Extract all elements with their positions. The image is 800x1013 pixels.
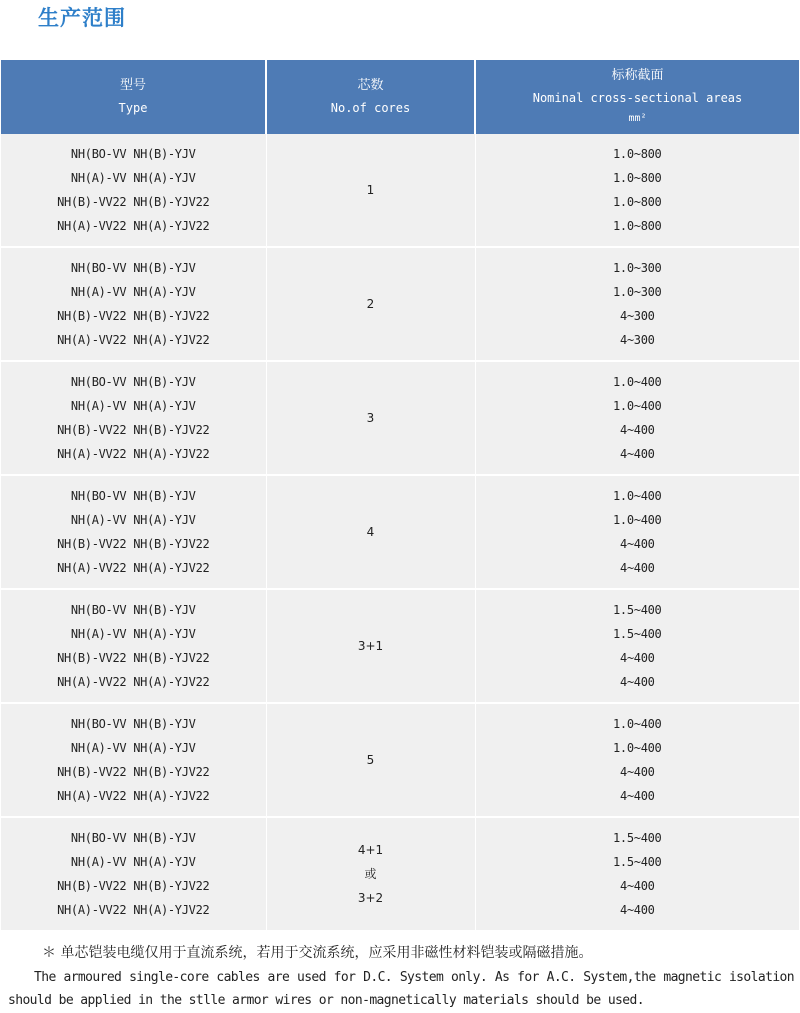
header-cores-cn: 芯数 (357, 78, 384, 93)
type-cell-line: NH(A)-VV NH(A)-YJV (70, 513, 196, 527)
type-cell-line: NH(A)-VV NH(A)-YJV (70, 627, 196, 641)
type-cell-line: NH(B)-VV22 NH(B)-YJV22 (57, 537, 210, 551)
type-cell-line: NH(A)-VV22 NH(A)-YJV22 (57, 903, 210, 917)
type-cell-line: NH(A)-VV22 NH(A)-YJV22 (57, 675, 210, 689)
type-cell-line: NH(A)-VV NH(A)-YJV (70, 399, 196, 413)
area-cell-line: 1.0~800 (613, 195, 662, 209)
cores-cell-line: 3+1 (357, 639, 384, 653)
header-type (1, 60, 266, 134)
area-cell (475, 589, 799, 703)
type-cell-line: NH(BO-VV NH(B)-YJV (70, 489, 196, 503)
area-cell-line: 1.0~800 (613, 147, 662, 161)
header-cores-en: No.of cores (330, 101, 411, 115)
cores-cell (266, 817, 475, 931)
area-cell-line: 1.0~300 (613, 285, 662, 299)
area-cell-line: 4~400 (619, 879, 655, 893)
type-cell-line: NH(B)-VV22 NH(B)-YJV22 (57, 195, 210, 209)
header-area-en: Nominal cross-sectional areas (532, 91, 743, 105)
type-cell-line: NH(BO-VV NH(B)-YJV (70, 717, 196, 731)
type-cell (1, 475, 266, 589)
area-cell (475, 475, 799, 589)
type-cell-line: NH(B)-VV22 NH(B)-YJV22 (57, 309, 210, 323)
type-cell-line: NH(A)-VV22 NH(A)-YJV22 (57, 561, 210, 575)
note-chinese: ＊ 单芯铠装电缆仅用于直流系统，若用于交流系统，应采用非磁性材料铠装或隔磁措施。 (42, 945, 593, 961)
area-cell-line: 1.0~400 (613, 489, 662, 503)
cores-cell-line: 4+1 (357, 843, 384, 857)
type-cell-line: NH(B)-VV22 NH(B)-YJV22 (57, 765, 210, 779)
header-type-cn: 型号 (119, 78, 146, 93)
area-cell-line: 1.0~400 (613, 399, 662, 413)
type-cell-line: NH(BO-VV NH(B)-YJV (70, 147, 196, 161)
area-cell-line: 4~400 (619, 537, 655, 551)
table-row (1, 589, 799, 703)
area-cell-line: 4~400 (619, 765, 655, 779)
note-english: The armoured single-core cables are used for D.C. System only. As for A.C. System,the magnetic isolation should be applied in the stlle armor wires or non-magnetically materials should be used. (8, 970, 794, 1008)
area-cell-line: 1.0~800 (613, 171, 662, 185)
type-cell-line: NH(A)-VV NH(A)-YJV (70, 285, 196, 299)
cores-cell-line: 或 (364, 867, 377, 881)
area-cell-line: 4~400 (619, 789, 655, 803)
type-cell-line: NH(B)-VV22 NH(B)-YJV22 (57, 423, 210, 437)
area-cell-line: 4~400 (619, 903, 655, 917)
area-cell-line: 1.0~300 (613, 261, 662, 275)
area-cell-line: 1.5~400 (613, 831, 662, 845)
type-cell-line: NH(A)-VV NH(A)-YJV (70, 171, 196, 185)
area-cell-line: 1.0~400 (613, 513, 662, 527)
table-row (1, 475, 799, 589)
cores-cell-line: 3 (366, 411, 375, 425)
area-cell-line: 4~400 (619, 423, 655, 437)
header-cores (266, 60, 475, 134)
type-cell (1, 247, 266, 361)
type-cell (1, 134, 266, 247)
table-header-row (1, 60, 799, 134)
table-row (1, 134, 799, 247)
cores-cell-line: 5 (366, 753, 375, 767)
page-title: 生产范围 (38, 6, 126, 30)
area-cell-line: 1.0~400 (613, 375, 662, 389)
area-cell-line: 4~400 (619, 675, 655, 689)
area-cell-line: 1.0~400 (613, 717, 662, 731)
type-cell-line: NH(A)-VV22 NH(A)-YJV22 (57, 219, 210, 233)
area-cell-line: 1.5~400 (613, 855, 662, 869)
area-cell-line: 1.5~400 (613, 603, 662, 617)
type-cell-line: NH(A)-VV22 NH(A)-YJV22 (57, 333, 210, 347)
area-cell (475, 134, 799, 247)
area-cell (475, 361, 799, 475)
area-cell (475, 247, 799, 361)
header-area-unit: mm² (628, 113, 647, 124)
table-row (1, 361, 799, 475)
type-cell-line: NH(BO-VV NH(B)-YJV (70, 261, 196, 275)
type-cell-line: NH(BO-VV NH(B)-YJV (70, 831, 196, 845)
header-area (475, 60, 799, 134)
type-cell-line: NH(A)-VV22 NH(A)-YJV22 (57, 789, 210, 803)
type-cell (1, 361, 266, 475)
type-cell (1, 589, 266, 703)
cores-cell-line: 1 (366, 183, 375, 197)
header-area-cn: 标称截面 (611, 68, 664, 83)
cores-cell (266, 134, 475, 247)
area-cell (475, 703, 799, 817)
area-cell-line: 4~400 (619, 651, 655, 665)
cores-cell (266, 703, 475, 817)
cores-cell (266, 361, 475, 475)
production-range-table (1, 60, 799, 932)
type-cell-line: NH(B)-VV22 NH(B)-YJV22 (57, 879, 210, 893)
cores-cell-line: 2 (366, 297, 375, 311)
header-type-en: Type (118, 101, 148, 115)
cores-cell (266, 247, 475, 361)
table-body (1, 134, 799, 931)
type-cell-line: NH(BO-VV NH(B)-YJV (70, 603, 196, 617)
table-row (1, 247, 799, 361)
type-cell (1, 703, 266, 817)
type-cell (1, 817, 266, 931)
cores-cell (266, 589, 475, 703)
area-cell-line: 1.0~800 (613, 219, 662, 233)
area-cell-line: 1.0~400 (613, 741, 662, 755)
type-cell-line: NH(A)-VV22 NH(A)-YJV22 (57, 447, 210, 461)
type-cell-line: NH(B)-VV22 NH(B)-YJV22 (57, 651, 210, 665)
area-cell-line: 1.5~400 (613, 627, 662, 641)
type-cell-line: NH(BO-VV NH(B)-YJV (70, 375, 196, 389)
area-cell-line: 4~400 (619, 447, 655, 461)
area-cell-line: 4~300 (619, 333, 655, 347)
cores-cell-line: 4 (366, 525, 375, 539)
cores-cell (266, 475, 475, 589)
table-row (1, 703, 799, 817)
type-cell-line: NH(A)-VV NH(A)-YJV (70, 855, 196, 869)
table-row (1, 817, 799, 931)
area-cell (475, 817, 799, 931)
type-cell-line: NH(A)-VV NH(A)-YJV (70, 741, 196, 755)
cores-cell-line: 3+2 (357, 891, 384, 905)
area-cell-line: 4~400 (619, 561, 655, 575)
area-cell-line: 4~300 (619, 309, 655, 323)
